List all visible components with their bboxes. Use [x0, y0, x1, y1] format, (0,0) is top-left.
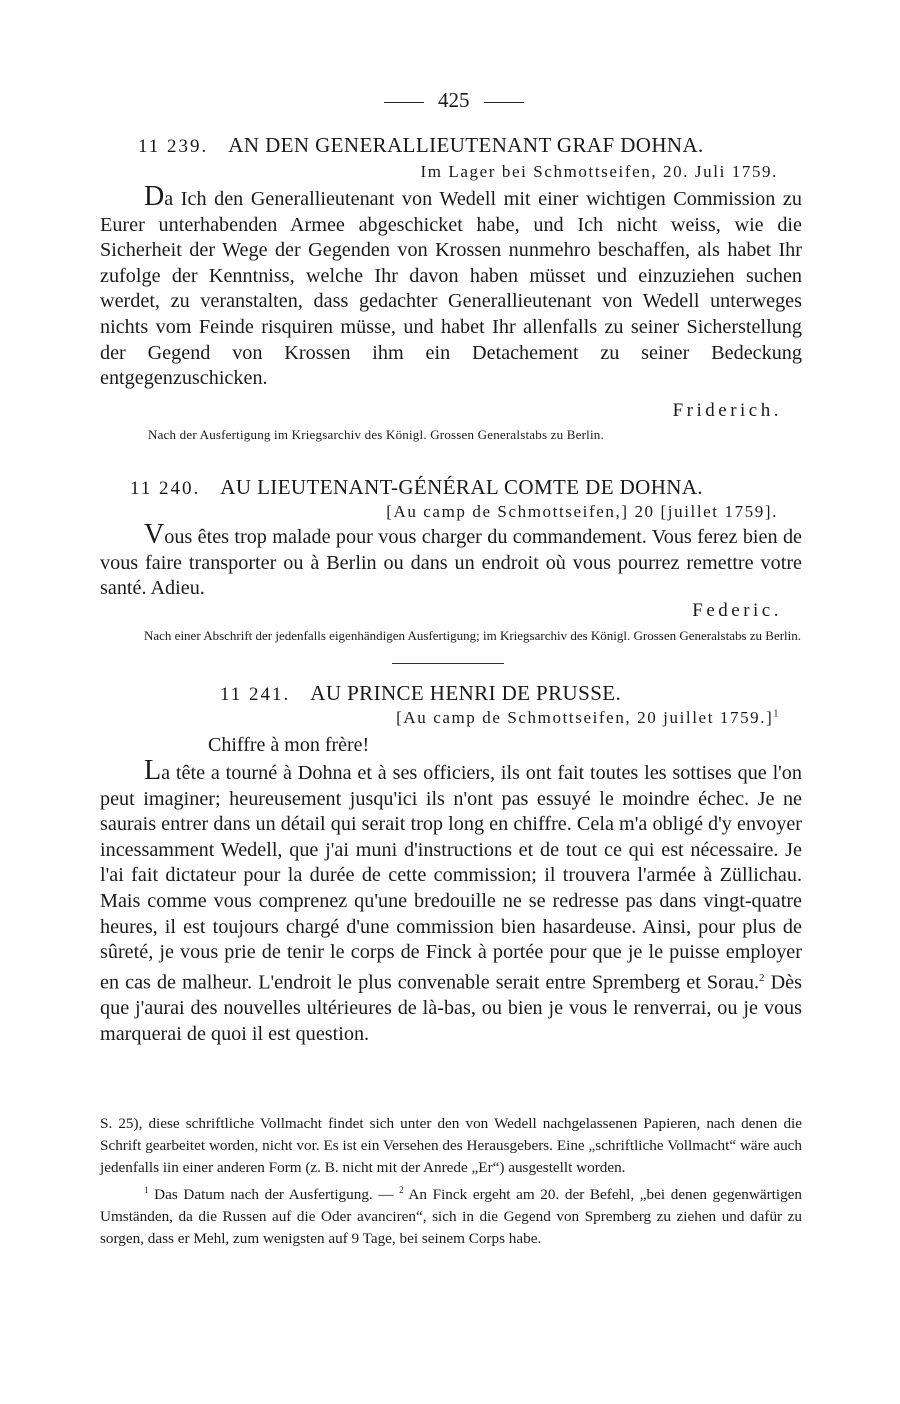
letter-dateline [396, 708, 780, 728]
footnote-1: Das Datum nach der Ausfertigung. — [148, 1186, 400, 1204]
letter-source: Nach der Ausfertigung im Kriegsarchiv des Königl. Grossen Generalstabs zu Berlin. [148, 427, 604, 442]
dateline-text: [Au camp de Schmottseifen, 20 juillet 1759.] [396, 708, 774, 727]
footnote-mark: 2 [759, 971, 765, 984]
footnote-continuation: S. 25), diese schriftliche Vollmacht findet sich unter den von Wedell nachgelassenen Papieren, nach denen die Schrift gearbeitet worden, nicht vor. Es ist ein Versehen des Herausgebers. Eine „schriftliche Vollmacht“ wäre auch jedenfalls iin einer anderen Form (z. B. nicht mit der Anrede „Er“) ausgestellt worden. [100, 1115, 802, 1176]
footnote-line [100, 1179, 802, 1250]
letter-title: AU PRINCE HENRI DE PRUSSE. [310, 681, 622, 705]
initial-letter: V [144, 519, 165, 550]
letter-heading [220, 681, 621, 706]
footnote-mark: 2 [399, 1185, 404, 1195]
letter-text: a Ich den Generallieutenant von Wedell mit einer wichtigen Commission zu Eurer unterhabenden Armee abgeschicket habe, und Ich nicht weiss, wie die Sicherheit der Wege der Gegenden von Krossen nunmehro beschaffen, als habet Ihr zufolge der Kenntniss, welche Ihr davon haben müsset und einzuziehen suchen werdet, zu veranstalten, dass gedachter Generallieutenant von Wedell unterweges nichts vom Feinde risquiren müsse, und habet Ihr allenfalls zu seiner Sicherstellung der Gegend von Krossen ihm ein Detachement zu seiner Bedeckung entgegenzuschicken. [100, 188, 802, 390]
footnote-mark: 1 [773, 708, 780, 720]
letter-body [100, 755, 802, 1047]
letter-text-continued: Dès que j'aurai des nouvelles ultérieures de là-bas, ou bien je vous le renverrai, ou je vous marquerai de quoi il est question. [100, 971, 802, 1045]
letter-text: ous êtes trop malade pour vous charger du commandement. Vous ferez bien de vous faire transporter ou à Berlin ou dans un endroit où vous pourrez remettre votre santé. Adieu. [100, 526, 802, 600]
letter-number: 11 241. [220, 684, 291, 705]
page-number-line [370, 88, 530, 113]
initial-letter: D [144, 181, 165, 212]
letter-dateline: [Au camp de Schmottseifen,] 20 [juillet 1759]. [386, 502, 778, 521]
letter-heading [130, 475, 703, 500]
letter-title: AN DEN GENERALLIEUTENANT GRAF DOHNA. [228, 133, 704, 157]
letter-title: AU LIEUTENANT-GÉNÉRAL COMTE DE DOHNA. [220, 475, 704, 499]
letter-text: a tête a tourné à Dohna et à ses officiers, ils ont fait toutes les sottises que l'on peut imaginer; heureusement jusqu'ici ils n'ont pas essuyé le moindre échec. Je ne saurais entrer dans un détail qui serait trop long en chiffre. Cela m'a obligé d'y envoyer incessamment Wedell, que j'ai muni d'instructions et de tout ce qui est nécessaire. Je l'ai fait dictateur pour la durée de cette commission; il trouvera l'armée à Züllichau. Mais comme vous comprenez qu'une bredouille ne se redresse pas dans vingt-quatre heures, il est toujours chargé d'une commission bien hasardeuse. Ainsi, pour plus de sûreté, je vous prie de tenir le corps de Finck à portée pour que je le puisse employer en cas de malheur. L'endroit le plus convenable serait entre Spremberg et Sorau. [100, 762, 802, 994]
footnote-mark: 1 [144, 1185, 149, 1195]
letter-body [100, 519, 802, 602]
section-divider [392, 663, 504, 664]
letter-signature: Federic. [692, 600, 782, 621]
dash-right [484, 102, 524, 103]
letter-source: Nach einer Abschrift der jedenfalls eigenhändigen Ausfertigung; im Kriegsarchiv des Königl. Grossen Generalstabs zu Berlin. [144, 628, 802, 643]
footnotes [100, 1113, 802, 1250]
letter-body [100, 181, 802, 392]
letter-signature: Friderich. [672, 400, 782, 421]
letter-heading [138, 133, 704, 158]
letter-dateline: Im Lager bei Schmottseifen, 20. Juli 1759. [420, 162, 778, 181]
letter-salutation: Chiffre à mon frère! [208, 734, 370, 756]
page-number: 425 [438, 88, 470, 112]
letter-number: 11 240. [130, 478, 201, 499]
footnote-2: An Finck ergeht am 20. der Befehl, „bei denen gegenwärtigen Umständen, da die Russen auf die Oder avanciren“, sich in die Gegend von Spremberg zu ziehen und dafür zu sorgen, dass er Mehl, zum wenigsten auf 9 Tage, bei seinem Corps habe. [100, 1186, 803, 1248]
initial-letter: L [144, 755, 162, 786]
letter-number: 11 239. [138, 136, 209, 157]
dash-left [384, 102, 424, 103]
